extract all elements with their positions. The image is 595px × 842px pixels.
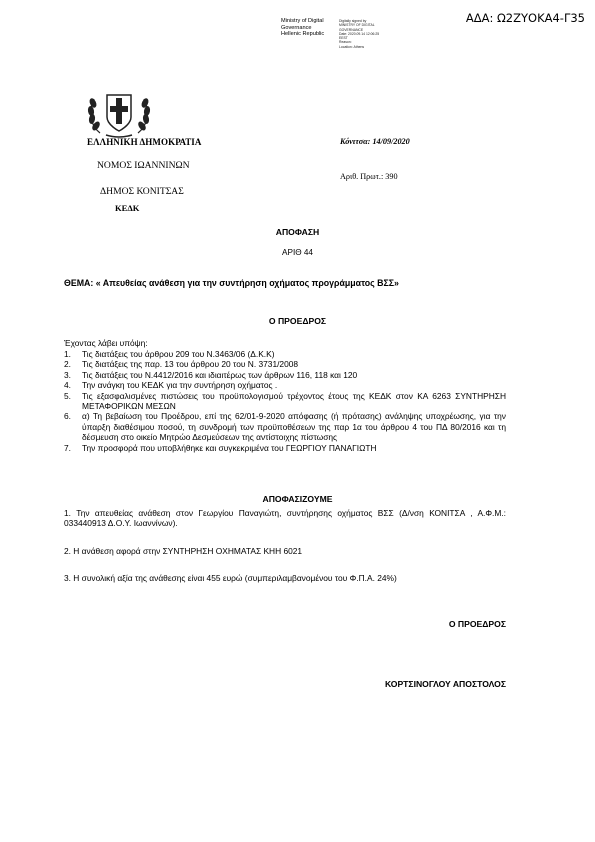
greek-emblem-icon	[80, 83, 158, 141]
list-item: 6. α) Τη βεβαίωση του Προέδρου, επί της 62/01-9-2020 απόφασης (ή πρότασης) ανάληψης υποχρέωσης, για την ύπαρξη διαθέσιμου ποσού, τη συνδρομή των προϋποθέσεων της παρ 1α του άρθρου 4 του ΠΔ 80/2016 και τη δέσμευση στο οικείο Μητρώο Δεσμεύσεων της αντίστοιχης πίστωσης	[64, 411, 506, 443]
decision-item-1: 1. Την απευθείας ανάθεση στον Γεωργίου Παναγιώτη, συντήρησης οχήματος ΒΣΣ (Δ/νση ΚΟΝΙΤΣΑ , Α.Φ.Μ.: 033440913 Δ.Ο.Υ. Ιωαννίνων).	[64, 508, 506, 529]
list-item: 7. Την προσφορά που υποβλήθηκε και συγκεκριμένα του ΓΕΩΡΓΙΟΥ ΠΑΝΑΓΙΩΤΗ	[64, 442, 377, 453]
subject-label: ΘΕΜΑ:	[64, 278, 94, 288]
decision-number: ΑΡΙΘ 44	[282, 248, 313, 257]
republic-heading: ΕΛΛΗΝΙΚΗ ΔΗΜΟΚΡΑΤΙΑ	[87, 137, 202, 147]
municipality-heading: ΔΗΜΟΣ ΚΟΝΙΤΣΑΣ	[100, 186, 184, 197]
ada-code: ΑΔΑ: Ω2ΖΥΟΚΑ4-Γ35	[465, 11, 585, 25]
list-item: 1. Τις διατάξεις του άρθρου 209 του Ν.3463/06 (Δ.Κ.Κ)	[64, 349, 275, 359]
decide-heading: ΑΠΟΦΑΣΙΖΟΥΜΕ	[262, 494, 333, 504]
list-item: 4. Την ανάγκη του ΚΕΔΚ για την συντήρηση οχήματος .	[64, 380, 278, 391]
protocol-number: Αριθ. Πρωτ.: 390	[340, 172, 398, 181]
considerations-intro: Έχοντας λάβει υπόψη:	[64, 338, 148, 348]
subject	[64, 277, 506, 289]
president-heading: Ο ΠΡΟΕΔΡΟΣ	[268, 316, 327, 326]
decision-title: ΑΠΟΦΑΣΗ	[275, 227, 320, 237]
decision-item-3: 3. Η συνολική αξία της ανάθεσης είναι 455 ευρώ (συμπεριλαμβανομένου του Φ.Π.Α. 24%)	[64, 573, 397, 583]
closing-title: Ο ΠΡΟΕΔΡΟΣ	[448, 619, 506, 629]
list-item: 5. Τις εξασφαλισμένες πιστώσεις του προϋπολογισμού τρέχοντος έτους της ΚΕΔΚ στον ΚΑ 6263 ΣΥΝΤΗΡΗΣΗ ΜΕΤΑΦΟΡΙΚΩΝ ΜΕΣΩΝ	[64, 390, 506, 412]
entity-heading: ΚΕΔΚ	[115, 203, 140, 213]
prefecture-heading: ΝΟΜΟΣ ΙΩΑΝΝΙΝΩΝ	[97, 160, 190, 171]
list-item: 2. Τις διατάξεις της παρ. 13 του άρθρου 20 του Ν. 3731/2008	[64, 359, 299, 370]
list-item: 3. Τις διατάξεις του Ν.4412/2016 και ιδιαιτέρως των άρθρων 116, 118 και 120	[64, 369, 358, 380]
considerations-list	[64, 349, 506, 453]
signature-signer: Ministry of Digital Governance Hellenic Republic	[281, 18, 325, 38]
decision-item-2: 2. Η ανάθεση αφορά στην ΣΥΝΤΗΡΗΣΗ ΟΧΗΜΑΤΑΣ ΚΗΗ 6021	[64, 546, 303, 556]
signature-details: Digitally signed by MINISTRY OF DIGITAL GOVERNANCE Date: 2020.09.14 12:06:25 EEST Reason: Location: Athens	[339, 19, 380, 49]
place-date: Κόνιτσα: 14/09/2020	[340, 137, 410, 146]
subject-text: « Απευθείας ανάθεση για την συντήρηση οχήματος προγράμματος ΒΣΣ»	[95, 278, 399, 288]
signatory-name: ΚΟΡΤΣΙΝΟΓΛΟΥ ΑΠΟΣΤΟΛΟΣ	[384, 679, 506, 689]
